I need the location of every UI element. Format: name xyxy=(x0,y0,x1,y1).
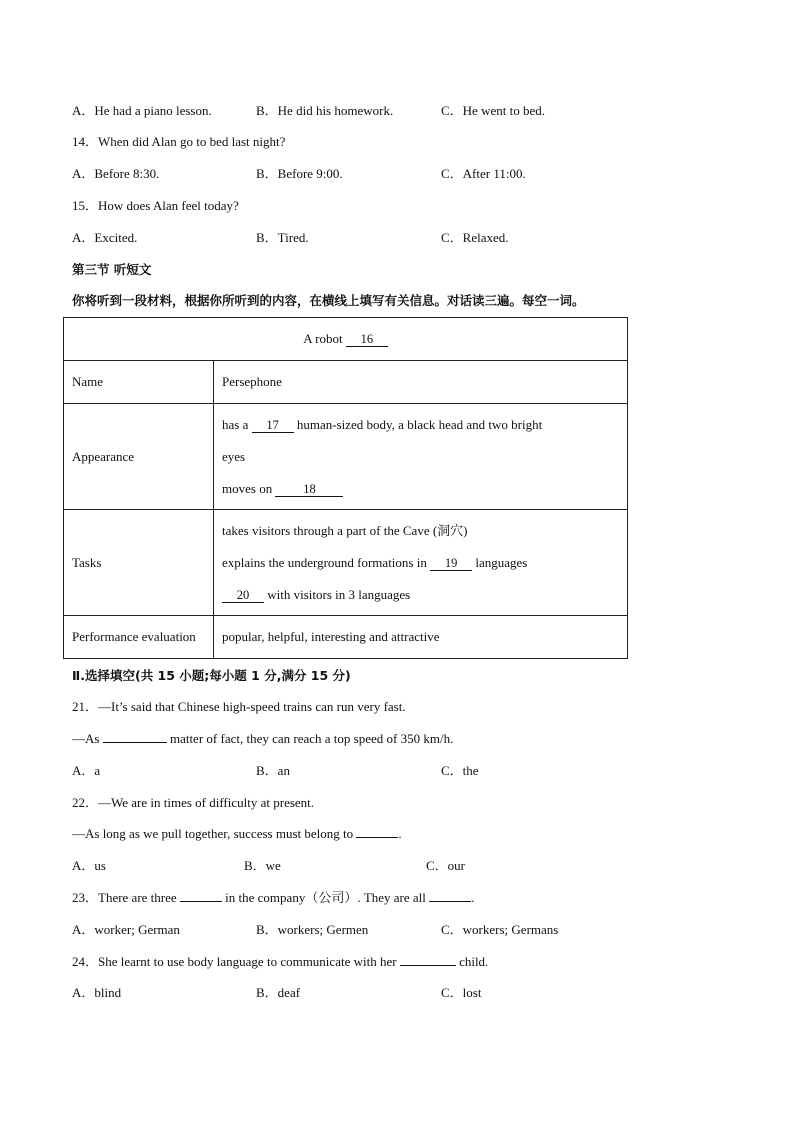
blank-16[interactable]: 16 xyxy=(346,332,388,347)
q23-options xyxy=(72,922,672,938)
name-value: Persephone xyxy=(214,361,628,404)
blank-18[interactable]: 18 xyxy=(275,482,343,497)
q23-option-a[interactable]: A．worker; German xyxy=(72,922,180,937)
blank-17[interactable]: 17 xyxy=(252,418,294,433)
q22-blank[interactable] xyxy=(356,837,398,838)
blank-19[interactable]: 19 xyxy=(430,556,472,571)
q24-options xyxy=(72,985,672,1001)
tasks-label: Tasks xyxy=(64,510,214,616)
q24-option-c[interactable]: C．lost xyxy=(441,985,482,1000)
q15-options xyxy=(72,230,672,246)
q24-line-pre: 24．She learnt to use body language to communicate with her xyxy=(72,954,397,969)
tasks-line-3 xyxy=(222,579,619,611)
q15-option-a[interactable]: A．Excited. xyxy=(72,230,138,245)
appearance-line-3 xyxy=(222,473,619,505)
q22-option-b[interactable]: B．we xyxy=(244,858,281,873)
q23-line-mid: in the company（公司）. They are all xyxy=(225,890,426,905)
q21-line-2-pre: —As xyxy=(72,731,100,746)
q22-option-a[interactable]: A．us xyxy=(72,858,106,873)
q15-question: 15．How does Alan feel today? xyxy=(72,198,239,213)
q24-option-b[interactable]: B．deaf xyxy=(256,985,301,1000)
q21-line-1: 21．—It’s said that Chinese high-speed trains can run very fast. xyxy=(72,699,406,714)
q15-option-c[interactable]: C．Relaxed. xyxy=(441,230,509,245)
q13-option-b[interactable]: B．He did his homework. xyxy=(256,103,394,118)
q23-line xyxy=(72,890,474,906)
q22-line-2-pre: —As long as we pull together, success must belong to xyxy=(72,826,354,841)
q21-option-c[interactable]: C．the xyxy=(441,763,479,778)
q21-option-b[interactable]: B．an xyxy=(256,763,290,778)
section3-instructions: 你将听到一段材料，根据你所听到的内容，在横线上填写有关信息。对话读三遍。每空一词。 xyxy=(72,293,585,308)
q21-line-2-post: matter of fact, they can reach a top speed of 350 km/h. xyxy=(169,731,454,746)
appearance-label: Appearance xyxy=(64,404,214,510)
q21-option-a[interactable]: A．a xyxy=(72,763,101,778)
name-label: Name xyxy=(64,361,214,404)
q15-option-b[interactable]: B．Tired. xyxy=(256,230,309,245)
performance-label: Performance evaluation xyxy=(64,616,214,659)
blank-20[interactable]: 20 xyxy=(222,588,264,603)
robot-info-table xyxy=(63,317,628,659)
tasks-line-1: takes visitors through a part of the Cave (洞穴) xyxy=(222,522,468,538)
q14-option-c[interactable]: C．After 11:00. xyxy=(441,166,526,181)
q14-options xyxy=(72,166,672,182)
appearance-line-2: eyes xyxy=(222,448,246,464)
q24-option-a[interactable]: A．blind xyxy=(72,985,122,1000)
q24-line-post: child. xyxy=(459,954,489,969)
q14-option-a[interactable]: A．Before 8:30. xyxy=(72,166,160,181)
table-title-prefix: A robot xyxy=(303,331,343,346)
q23-line-post: . xyxy=(471,890,475,905)
performance-value: popular, helpful, interesting and attractive xyxy=(214,616,628,659)
tasks-line-2-pre: explains the underground formations in xyxy=(222,554,427,570)
q22-line-1: 22．—We are in times of difficulty at present. xyxy=(72,795,315,810)
appearance-line-3-pre: moves on xyxy=(222,480,273,496)
table-title-cell xyxy=(64,318,628,361)
appearance-line-1 xyxy=(222,409,619,441)
tasks-line-2 xyxy=(222,547,619,579)
q22-option-c[interactable]: C．our xyxy=(426,858,466,873)
section2-title: Ⅱ.选择填空(共 15 小题;每小题 1 分,满分 15 分) xyxy=(72,668,351,683)
q21-blank[interactable] xyxy=(103,742,167,743)
q23-line-pre: 23．There are three xyxy=(72,890,177,905)
q24-blank[interactable] xyxy=(400,965,456,966)
q23-option-c[interactable]: C．workers; Germans xyxy=(441,922,559,937)
appearance-line-1-post: human-sized body, a black head and two bright xyxy=(296,416,543,432)
q21-options xyxy=(72,763,672,779)
q21-line-2 xyxy=(72,731,453,747)
q24-line xyxy=(72,954,488,970)
q13-option-c[interactable]: C．He went to bed. xyxy=(441,103,545,118)
q23-blank-1[interactable] xyxy=(180,901,222,902)
q23-blank-2[interactable] xyxy=(429,901,471,902)
q14-question: 14．When did Alan go to bed last night? xyxy=(72,134,286,149)
tasks-cell xyxy=(214,510,628,616)
appearance-cell xyxy=(214,404,628,510)
q14-option-b[interactable]: B．Before 9:00. xyxy=(256,166,343,181)
q23-option-b[interactable]: B．workers; Germen xyxy=(256,922,369,937)
q13-option-a[interactable]: A．He had a piano lesson. xyxy=(72,103,212,118)
q22-line-2-post: . xyxy=(398,826,402,841)
tasks-line-3-post: with visitors in 3 languages xyxy=(267,586,411,602)
appearance-line-1-pre: has a xyxy=(222,416,249,432)
q22-line-2 xyxy=(72,826,402,842)
tasks-line-2-post: languages xyxy=(475,554,528,570)
q13-options xyxy=(72,103,672,119)
section3-title: 第三节 听短文 xyxy=(72,262,152,277)
q22-options xyxy=(72,858,672,874)
